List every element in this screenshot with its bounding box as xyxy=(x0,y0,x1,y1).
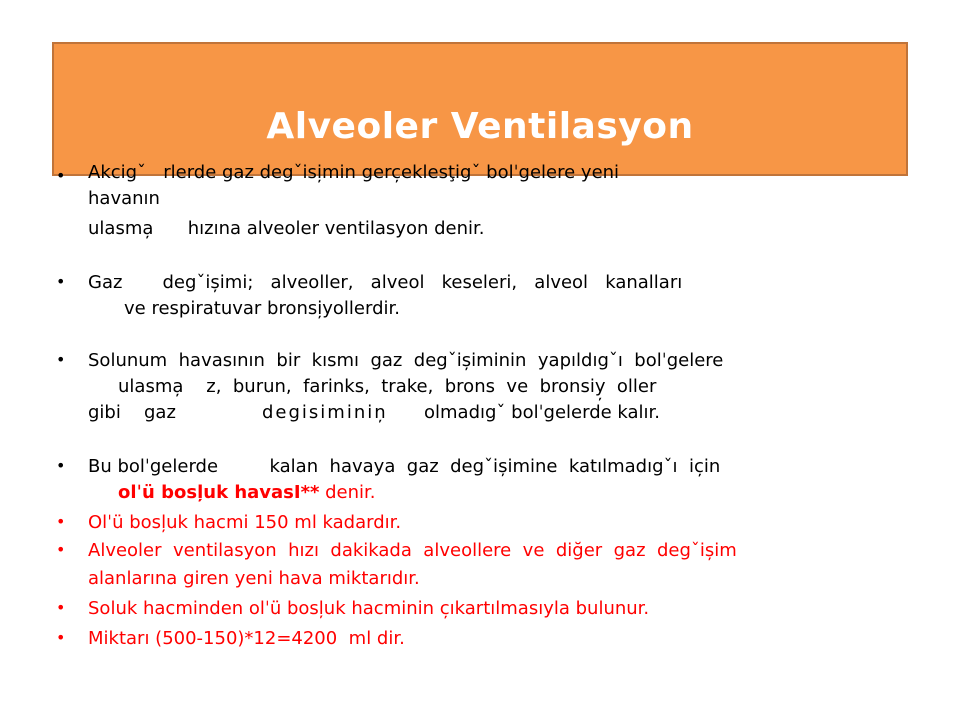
bullet-5-text: Olˈü bosļuk hacmi 150 ml kadardır. xyxy=(88,512,402,533)
bullet-1-line-2: havanın xyxy=(88,188,160,209)
bullet-2: • xyxy=(56,272,66,291)
bullet-5: • xyxy=(56,512,66,531)
bullet-3-line-3c: degisiminin̦ xyxy=(262,402,388,423)
title-banner xyxy=(52,42,908,176)
bullet-8: • xyxy=(56,628,66,647)
bullet-8-text: Miktarı (500-150)*12=4200 ml dir. xyxy=(88,628,405,649)
bullet-1-line-3: ulasma̦ hızına alveoler ventilasyon denir. xyxy=(88,218,485,239)
bullet-3-line-2: ulasma̦ z, burun, farinks, trake, brons ve bronsiy̦ oller xyxy=(118,376,657,397)
bullet-7: • xyxy=(56,598,66,617)
bullet-4-line-2 xyxy=(118,482,376,504)
bullet-4-line-1: Bu bolˈgelerde kalan havaya gaz degˇișimine katılmadıgˇı ic̦in xyxy=(88,456,721,477)
bullet-6-line-1: Alveoler ventilasyon hızı dakikada alveollere ve diğer gaz degˇișim xyxy=(88,540,737,561)
bullet-1-line-1: Akcigˇ rlerde gaz degˇisi̦min gerc̦eklesţigˇ bolˈgelere yeni xyxy=(88,162,620,183)
bullet-3-line-3b: gaz xyxy=(144,402,176,423)
bullet-3: • xyxy=(56,350,66,369)
bullet-3-line-3d: olmadıgˇ bolˈgelerde kalır. xyxy=(424,402,661,423)
page-title: Alveoler Ventilasyon xyxy=(266,106,694,147)
bullet-6-line-2: alanlarına giren yeni hava miktarıdır. xyxy=(88,568,420,589)
bullet-4-tail: denir. xyxy=(319,482,376,503)
bullet-2-line-2: ve respiratuvar bronsi̦yollerdir. xyxy=(124,298,400,319)
bullet-1: • xyxy=(56,166,66,185)
bullet-3-line-1: Solunum havasının bir kısmı gaz degˇișiminin yapıldıgˇı bolˈgelere xyxy=(88,350,724,371)
bullet-7-text: Soluk hacminden olˈü bosļuk hacminin c̦ıkartılmasıyla bulunur. xyxy=(88,598,650,619)
bullet-6: • xyxy=(56,540,66,559)
bullet-2-line-1: Gaz degˇișimi; alveoller, alveol keseleri, alveol kanalları xyxy=(88,272,683,293)
bullet-3-line-3a: gibi xyxy=(88,402,121,423)
bullet-4: • xyxy=(56,456,66,475)
bullet-4-term: olˈü bosļuk havasI** xyxy=(118,482,320,503)
